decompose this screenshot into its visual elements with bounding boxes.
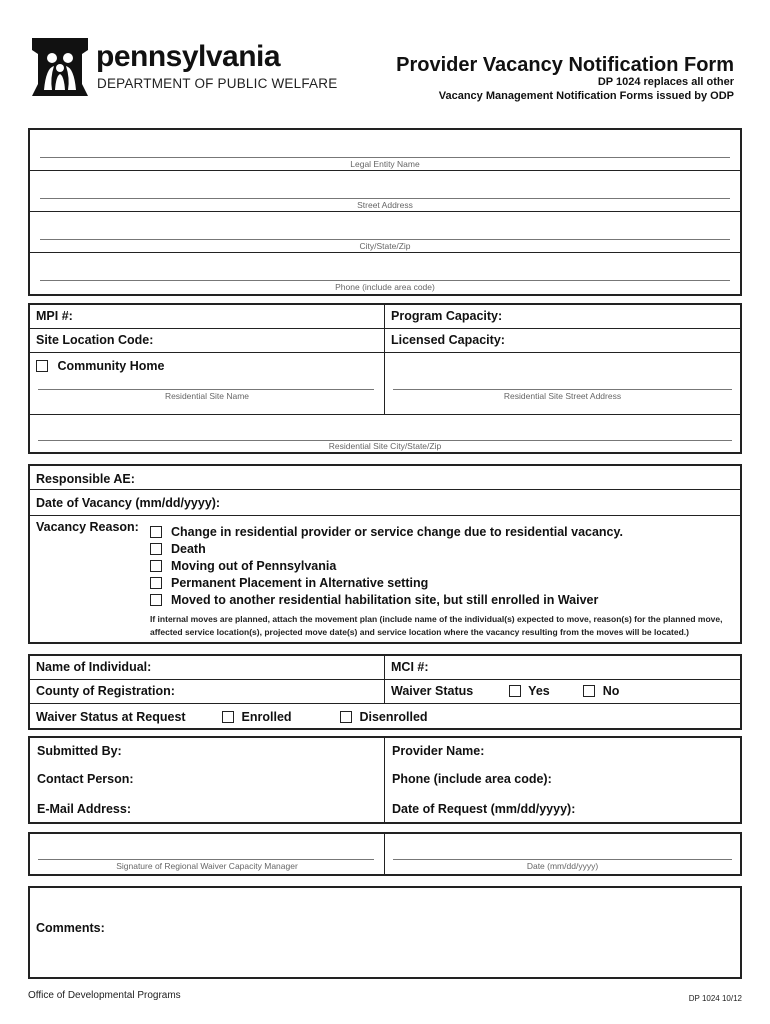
residential-site-street-line[interactable] [393,389,732,390]
email-address-label: E-Mail Address: [37,802,132,816]
individual-section [28,654,742,730]
reason-option[interactable] [150,523,623,540]
signature-cell[interactable] [30,834,385,874]
phone-row[interactable] [30,253,740,294]
phone-label: Phone (include area code): [392,772,552,786]
waiver-no-label: No [602,684,620,698]
community-home-row [30,353,740,415]
contact-person-label: Contact Person: [37,772,134,786]
comments-label: Comments: [36,921,105,935]
reason-option[interactable] [150,574,623,591]
residential-site-name-line[interactable] [38,389,374,390]
licensed-capacity-field[interactable] [385,329,740,352]
signature-date-caption: Date (mm/dd/yyyy) [526,861,599,871]
provider-name-field[interactable] [392,744,733,772]
reason-checkbox[interactable] [150,560,162,572]
enrolled-label: Enrolled [241,710,292,724]
city-row[interactable] [30,212,740,253]
name-of-individual-label: Name of Individual: [36,660,152,674]
submitted-by-field[interactable] [37,744,377,772]
residential-site-city-row[interactable] [30,415,740,452]
disenrolled-option[interactable] [340,710,428,724]
waiver-yes-option[interactable] [509,684,550,698]
licensed-capacity-label: Licensed Capacity: [391,333,505,347]
vacancy-reason-row [30,516,740,642]
form-title: Provider Vacancy Notification Form [396,54,734,76]
county-of-registration-field[interactable] [30,680,385,703]
reason-option[interactable] [150,540,623,557]
form-subtitle-1: DP 1024 replaces all other [597,76,734,88]
waiver-status-request-label: Waiver Status at Request [36,710,186,724]
department-name: DEPARTMENT OF PUBLIC WELFARE [97,76,338,91]
submission-left-column [30,738,385,822]
brand-name: pennsylvania [96,40,281,73]
date-of-vacancy-row[interactable] [30,490,740,516]
site-location-field[interactable] [30,329,385,352]
legal-entity-field[interactable] [40,157,730,158]
name-of-individual-field[interactable] [30,656,385,679]
site-section [28,303,742,454]
mci-label: MCI #: [391,660,429,674]
waiver-yes-checkbox[interactable] [509,685,521,697]
disenrolled-checkbox[interactable] [340,711,352,723]
reason-label: Change in residential provider or service change due to residential vacancy. [171,524,624,539]
reason-option[interactable] [150,557,623,574]
residential-site-street-caption: Residential Site Street Address [503,391,622,401]
vacancy-section [28,464,742,644]
reason-label: Death [171,541,206,556]
waiver-status-field [385,680,740,703]
movement-plan-note-line-2: affected service location(s), projected move date(s) and service location where the vacancy resulting from the moves will be located.) [150,627,689,637]
waiver-no-option[interactable] [583,684,619,698]
reason-checkbox[interactable] [150,526,162,538]
street-field[interactable] [40,198,730,199]
reason-checkbox[interactable] [150,543,162,555]
signature-line[interactable] [38,859,374,860]
community-home-option[interactable] [36,359,164,373]
reason-checkbox[interactable] [150,594,162,606]
reason-label: Permanent Placement in Alternative setting [171,575,429,590]
name-mci-row [30,656,740,680]
movement-plan-note [150,613,740,639]
residential-site-name-cell[interactable] [30,353,385,414]
submission-section [28,736,742,824]
city-field[interactable] [40,239,730,240]
date-of-request-field[interactable] [392,802,733,816]
waiver-status-label: Waiver Status [391,684,474,698]
reason-label: Moved to another residential habilitation site, but still enrolled in Waiver [171,592,599,607]
waiver-yes-label: Yes [528,684,550,698]
footer-form-number: DP 1024 10/12 [688,994,742,1003]
signature-date-cell[interactable] [385,834,740,874]
reason-label: Moving out of Pennsylvania [171,558,337,573]
mpi-field[interactable] [30,305,385,328]
signature-caption: Signature of Regional Waiver Capacity Manager [116,861,298,871]
submitted-by-label: Submitted By: [37,744,122,758]
form-header [0,0,770,125]
legal-entity-row[interactable] [30,130,740,171]
email-address-field[interactable] [37,802,377,816]
enrolled-checkbox[interactable] [222,711,234,723]
contact-person-field[interactable] [37,772,377,802]
county-of-registration-label: County of Registration: [36,684,175,698]
community-home-label: Community Home [57,359,165,373]
phone-field[interactable] [40,280,730,281]
phone-field[interactable] [392,772,733,802]
signature-section [28,832,742,876]
submission-right-column [385,738,740,822]
legal-entity-caption: Legal Entity Name [350,159,420,169]
phone-caption: Phone (include area code) [335,282,435,292]
keystone-family-icon [28,38,92,96]
movement-plan-note-line-1: If internal moves are planned, attach the movement plan (include name of the individual(s) expected to move, reason(s) for the planned move, [150,614,723,624]
city-caption: City/State/Zip [359,241,411,251]
comments-section[interactable] [28,886,742,979]
county-waiver-row [30,680,740,704]
provider-section [28,128,742,296]
waiver-no-checkbox[interactable] [583,685,595,697]
street-row[interactable] [30,171,740,212]
residential-site-street-cell[interactable] [385,353,740,414]
program-capacity-label: Program Capacity: [391,309,503,323]
community-home-checkbox[interactable] [36,360,48,372]
footer-office: Office of Developmental Programs [28,990,181,1001]
site-location-row [30,329,740,353]
vacancy-reason-list [150,523,623,608]
date-of-vacancy-label: Date of Vacancy (mm/dd/yyyy): [36,496,221,510]
reason-option[interactable] [150,591,623,608]
residential-site-name-caption: Residential Site Name [164,391,250,401]
mpi-label: MPI #: [36,309,73,323]
vacancy-reason-label: Vacancy Reason: [36,520,139,534]
disenrolled-label: Disenrolled [359,710,428,724]
provider-name-label: Provider Name: [392,744,485,758]
signature-date-line[interactable] [393,859,732,860]
responsible-ae-label: Responsible AE: [36,472,135,486]
mci-field[interactable] [385,656,740,679]
street-caption: Street Address [357,200,413,210]
form-subtitle-2: Vacancy Management Notification Forms issued by ODP [438,90,734,102]
mpi-row [30,305,740,329]
enrolled-option[interactable] [222,710,292,724]
program-capacity-field[interactable] [385,305,740,328]
responsible-ae-row[interactable] [30,466,740,490]
site-location-label: Site Location Code: [36,333,154,347]
date-of-request-label: Date of Request (mm/dd/yyyy): [392,802,576,816]
reason-checkbox[interactable] [150,577,162,589]
residential-site-city-caption: Residential Site City/State/Zip [328,441,442,451]
waiver-status-request-row [30,704,740,728]
